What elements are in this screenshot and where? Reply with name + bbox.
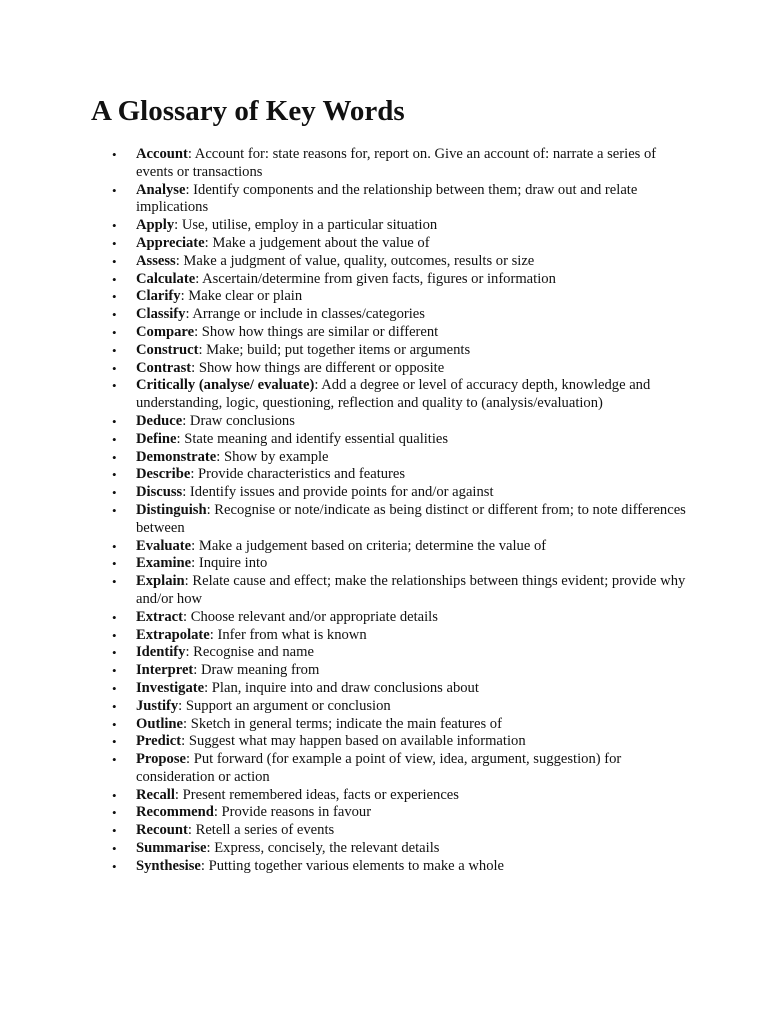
glossary-term: Evaluate [136,537,192,554]
glossary-entry [0,716,768,734]
glossary-entry [0,484,768,502]
glossary-definition: : Make a judgement based on criteria; determine the value of [191,537,547,554]
bullet-icon: • [112,627,117,643]
glossary-term: Recommend [136,804,214,821]
glossary-entry [0,502,768,538]
bullet-icon: • [112,716,117,732]
glossary-entry [0,360,768,378]
bullet-icon: • [112,698,117,714]
glossary-entry [0,840,768,858]
glossary-entry [0,235,768,253]
glossary-definition: : Express, concisely, the relevant details [206,840,440,857]
bullet-icon: • [112,609,117,625]
glossary-definition: : Draw conclusions [182,412,295,429]
glossary-entry [0,217,768,235]
glossary-definition: : Identify components and the relationship between them; draw out and relate implications [136,181,638,216]
glossary-term: Deduce [136,412,183,429]
glossary-term: Apply [136,217,175,234]
glossary-term: Appreciate [136,234,205,251]
glossary-term: Classify [136,306,186,323]
glossary-term: Synthesise [136,857,201,874]
bullet-icon: • [112,645,117,661]
glossary-definition: : Infer from what is known [209,626,367,643]
glossary-term: Predict [136,733,182,750]
glossary-term: Compare [136,323,195,340]
glossary-term: Assess [136,252,176,269]
bullet-icon: • [112,858,117,874]
glossary-entry [0,787,768,805]
glossary-entry [0,698,768,716]
glossary-definition: : State meaning and identify essential qualities [176,430,449,447]
glossary-definition: : Identify issues and provide points for and/or against [182,484,494,501]
bullet-icon: • [112,574,117,590]
glossary-term: Analyse [136,181,186,198]
bullet-icon: • [112,805,117,821]
glossary-entry [0,146,768,182]
glossary-definition: : Account for: state reasons for, report on. Give an account of: narrate a series of events or transactions [136,146,657,180]
bullet-icon: • [112,360,117,376]
bullet-icon: • [112,680,117,696]
glossary-term: Contrast [136,359,192,376]
glossary-term: Distinguish [136,501,207,518]
glossary-definition: : Choose relevant and/or appropriate details [183,608,438,625]
glossary-entry [0,555,768,573]
glossary-definition: : Show by example [216,448,329,465]
glossary-definition: : Recognise or note/indicate as being distinct or different from; to note differences between [136,501,686,536]
bullet-icon: • [112,449,117,465]
page-title: A Glossary of Key Words [91,95,405,127]
glossary-term: Explain [136,573,185,590]
glossary-definition: : Suggest what may happen based on available information [181,733,526,750]
glossary-entry [0,306,768,324]
bullet-icon: • [112,734,117,750]
glossary-definition: : Relate cause and effect; make the relationships between things evident; provide why and/or how [136,573,686,607]
glossary-term: Interpret [136,662,194,679]
glossary-term: Define [136,430,177,447]
bullet-icon: • [112,324,117,340]
glossary-definition: : Support an argument or conclusion [178,697,391,714]
glossary-definition: : Make; build; put together items or arguments [198,341,471,358]
glossary-entry [0,413,768,431]
bullet-icon: • [112,342,117,358]
bullet-icon: • [112,218,117,234]
glossary-entry [0,253,768,271]
glossary-definition: : Make clear or plain [180,288,303,305]
bullet-icon: • [112,235,117,251]
bullet-icon: • [112,502,117,518]
glossary-term: Extrapolate [136,626,210,643]
glossary-term: Investigate [136,679,205,696]
bullet-icon: • [112,431,117,447]
glossary-term: Justify [136,697,179,714]
glossary-list [0,146,768,876]
glossary-definition: : Make a judgement about the value of [204,234,430,251]
bullet-icon: • [112,841,117,857]
glossary-entry [0,271,768,289]
glossary-definition: : Show how things are similar or different [194,323,439,340]
glossary-entry [0,822,768,840]
bullet-icon: • [112,538,117,554]
glossary-definition: : Sketch in general terms; indicate the main features of [183,715,502,732]
glossary-definition: : Putting together various elements to make a whole [200,857,505,874]
glossary-definition: : Inquire into [191,555,268,572]
glossary-definition: : Put forward (for example a point of view, idea, argument, suggestion) for consideration or action [136,751,622,785]
glossary-entry [0,182,768,218]
glossary-entry [0,466,768,484]
glossary-term: Describe [136,466,191,483]
glossary-entry [0,573,768,609]
bullet-icon: • [112,413,117,429]
glossary-term: Critically (analyse/ evaluate) [136,377,315,394]
bullet-icon: • [112,271,117,287]
glossary-definition: : Use, utilise, employ in a particular situation [174,217,438,234]
glossary-entry [0,324,768,342]
bullet-icon: • [112,556,117,572]
glossary-entry [0,609,768,627]
glossary-term: Extract [136,608,184,625]
glossary-term: Calculate [136,270,196,287]
glossary-definition: : Draw meaning from [193,662,320,679]
glossary-term: Examine [136,555,192,572]
glossary-term: Recount [136,822,188,839]
bullet-icon: • [112,467,117,483]
glossary-term: Demonstrate [136,448,217,465]
glossary-entry [0,288,768,306]
glossary-definition: : Arrange or include in classes/categories [185,306,425,323]
glossary-entry [0,804,768,822]
glossary-definition: : Recognise and name [185,644,314,661]
glossary-definition: : Present remembered ideas, facts or experiences [174,786,459,803]
glossary-entry [0,377,768,413]
glossary-term: Discuss [136,484,183,501]
glossary-entry [0,858,768,876]
bullet-icon: • [112,823,117,839]
glossary-definition: : Retell a series of events [187,822,335,839]
glossary-definition: : Plan, inquire into and draw conclusions about [204,679,479,696]
glossary-term: Construct [136,341,199,358]
glossary-term: Identify [136,644,186,661]
glossary-entry [0,627,768,645]
glossary-term: Propose [136,751,186,768]
glossary-entry [0,733,768,751]
glossary-entry [0,662,768,680]
glossary-definition: : Add a degree or level of accuracy depth, knowledge and understanding, logic, questioning, reflection and quality to (analysis/evaluation) [136,377,651,412]
glossary-entry [0,751,768,787]
bullet-icon: • [112,253,117,269]
glossary-definition: : Provide characteristics and features [190,466,406,483]
glossary-term: Summarise [136,840,207,857]
glossary-definition: : Provide reasons in favour [213,804,372,821]
bullet-icon: • [112,378,117,394]
bullet-icon: • [112,289,117,305]
bullet-icon: • [112,182,117,198]
glossary-definition: : Ascertain/determine from given facts, figures or information [195,270,556,287]
glossary-term: Clarify [136,288,181,305]
glossary-entry [0,449,768,467]
bullet-icon: • [112,752,117,768]
glossary-entry [0,680,768,698]
bullet-icon: • [112,787,117,803]
bullet-icon: • [112,485,117,501]
bullet-icon: • [112,147,117,162]
glossary-entry [0,644,768,662]
glossary-entry [0,431,768,449]
glossary-term: Account [136,146,188,162]
glossary-term: Outline [136,715,184,732]
glossary-entry [0,342,768,360]
glossary-term: Recall [136,786,175,803]
glossary-definition: : Show how things are different or opposite [191,359,445,376]
glossary-definition: : Make a judgment of value, quality, outcomes, results or size [175,252,535,269]
glossary-entry [0,538,768,556]
bullet-icon: • [112,663,117,679]
bullet-icon: • [112,307,117,323]
